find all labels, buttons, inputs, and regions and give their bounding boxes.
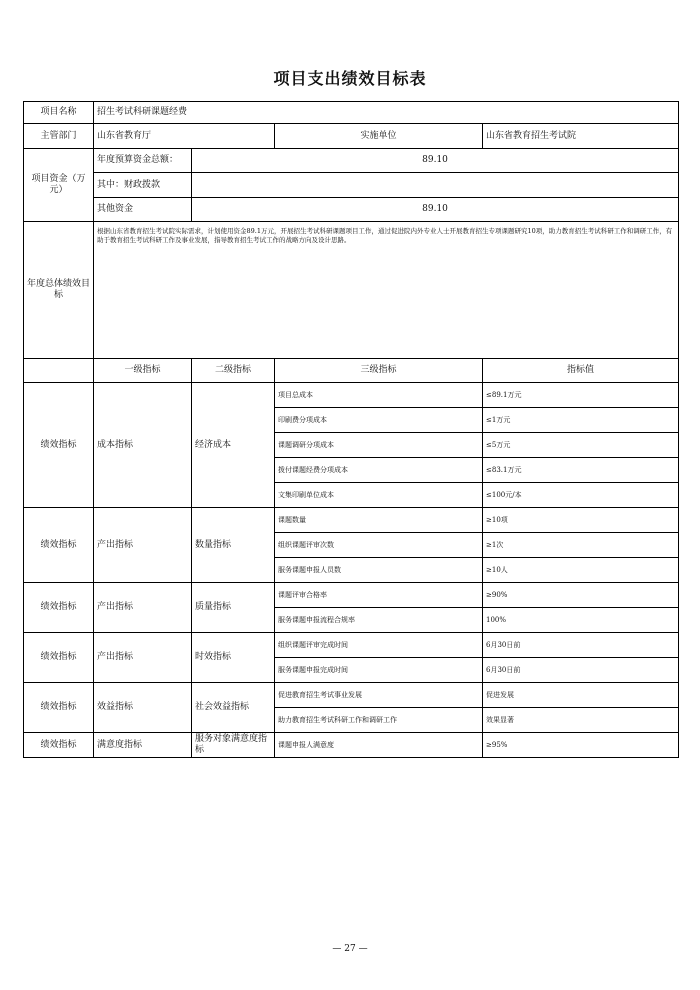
indicator-level3: 印刷费分项成本 <box>275 408 483 433</box>
impl-unit-label: 实施单位 <box>275 124 483 149</box>
header-blank <box>24 359 94 383</box>
indicator-value: 6月30日前 <box>483 658 679 683</box>
indicator-level1: 成本指标 <box>94 383 192 508</box>
indicator-level3: 课题评审合格率 <box>275 583 483 608</box>
project-name-row <box>24 102 679 124</box>
indicator-level3: 项目总成本 <box>275 383 483 408</box>
goal-row <box>24 222 679 359</box>
department-row <box>24 124 679 149</box>
funds-total-label: 年度预算资金总额： <box>94 149 192 173</box>
performance-table <box>23 101 679 758</box>
indicator-level1: 效益指标 <box>94 683 192 733</box>
indicator-value: ≥1次 <box>483 533 679 558</box>
page-number: — 27 — <box>332 944 368 954</box>
indicator-value: ≥10人 <box>483 558 679 583</box>
indicator-level3: 课题调研分项成本 <box>275 433 483 458</box>
indicator-category: 绩效指标 <box>24 683 94 733</box>
indicator-value: 效果显著 <box>483 708 679 733</box>
page-title: 项目支出绩效目标表 <box>273 69 427 88</box>
indicator-value: ≥90% <box>483 583 679 608</box>
indicator-value: 100% <box>483 608 679 633</box>
indicator-level3: 拨付课题经费分项成本 <box>275 458 483 483</box>
indicator-level3: 服务课题申报人员数 <box>275 558 483 583</box>
indicator-row <box>24 733 679 758</box>
indicator-level3: 组织课题评审完成时间 <box>275 633 483 658</box>
indicator-level2: 数量指标 <box>192 508 275 583</box>
indicator-level3: 服务课题申报流程合规率 <box>275 608 483 633</box>
indicator-level2: 经济成本 <box>192 383 275 508</box>
funds-other-label: 其他资金 <box>94 198 192 222</box>
indicator-level3: 组织课题评审次数 <box>275 533 483 558</box>
indicator-level3: 文集印刷单位成本 <box>275 483 483 508</box>
dept-value: 山东省教育厅 <box>94 124 275 149</box>
indicator-category: 绩效指标 <box>24 583 94 633</box>
goal-label: 年度总体绩效目标 <box>24 222 94 359</box>
indicator-value: ≤83.1万元 <box>483 458 679 483</box>
indicator-level1: 产出指标 <box>94 583 192 633</box>
indicator-category: 绩效指标 <box>24 733 94 758</box>
funds-label: 项目资金（万元） <box>24 149 94 222</box>
funds-other-row <box>24 198 679 222</box>
funds-fiscal-label: 其中：财政拨款 <box>94 173 192 198</box>
indicator-value: ≥10项 <box>483 508 679 533</box>
project-name-label: 项目名称 <box>24 102 94 124</box>
funds-total-row <box>24 149 679 173</box>
impl-unit-value: 山东省教育招生考试院 <box>483 124 679 149</box>
header-value: 指标值 <box>483 359 679 383</box>
indicator-level2: 质量指标 <box>192 583 275 633</box>
indicator-value: 促进发展 <box>483 683 679 708</box>
indicator-level3: 课题申报人满意度 <box>275 733 483 758</box>
header-level3: 三级指标 <box>275 359 483 383</box>
funds-fiscal-row <box>24 173 679 198</box>
funds-total-value: 89.10 <box>192 149 679 173</box>
header-level2: 二级指标 <box>192 359 275 383</box>
indicator-value: ≤1万元 <box>483 408 679 433</box>
indicator-level2: 社会效益指标 <box>192 683 275 733</box>
indicator-row <box>24 633 679 658</box>
goal-text: 根据山东省教育招生考试院实际需求，计划使用资金89.1万元，开展招生考试科研课题项目工作，通过促进院内外专业人士开展教育招生专项课题研究10项，助力教育招生考试科研工作和调研工作，有助于教育招生考试科研工作及事业发展，指导教育招生考试工作的战略方向及设计思路。 <box>94 222 679 359</box>
funds-other-value: 89.10 <box>192 198 679 222</box>
indicator-level1: 产出指标 <box>94 508 192 583</box>
indicator-row <box>24 683 679 708</box>
indicator-value: 6月30日前 <box>483 633 679 658</box>
indicator-row <box>24 583 679 608</box>
indicator-level3: 服务课题申报完成时间 <box>275 658 483 683</box>
indicator-level1: 满意度指标 <box>94 733 192 758</box>
indicator-level1: 产出指标 <box>94 633 192 683</box>
dept-label: 主管部门 <box>24 124 94 149</box>
project-name-value: 招生考试科研课题经费 <box>94 102 679 124</box>
indicator-value: ≥95% <box>483 733 679 758</box>
indicator-header-row <box>24 359 679 383</box>
indicator-value: ≤100元/本 <box>483 483 679 508</box>
indicator-level3: 促进教育招生考试事业发展 <box>275 683 483 708</box>
funds-fiscal-value <box>192 173 679 198</box>
indicator-value: ≤5万元 <box>483 433 679 458</box>
indicator-level2: 时效指标 <box>192 633 275 683</box>
indicator-category: 绩效指标 <box>24 508 94 583</box>
indicator-category: 绩效指标 <box>24 383 94 508</box>
indicator-row <box>24 508 679 533</box>
indicator-level3: 课题数量 <box>275 508 483 533</box>
indicator-category: 绩效指标 <box>24 633 94 683</box>
indicator-level2: 服务对象满意度指标 <box>192 733 275 758</box>
indicator-row <box>24 383 679 408</box>
indicator-value: ≤89.1万元 <box>483 383 679 408</box>
header-level1: 一级指标 <box>94 359 192 383</box>
indicator-level3: 助力教育招生考试科研工作和调研工作 <box>275 708 483 733</box>
